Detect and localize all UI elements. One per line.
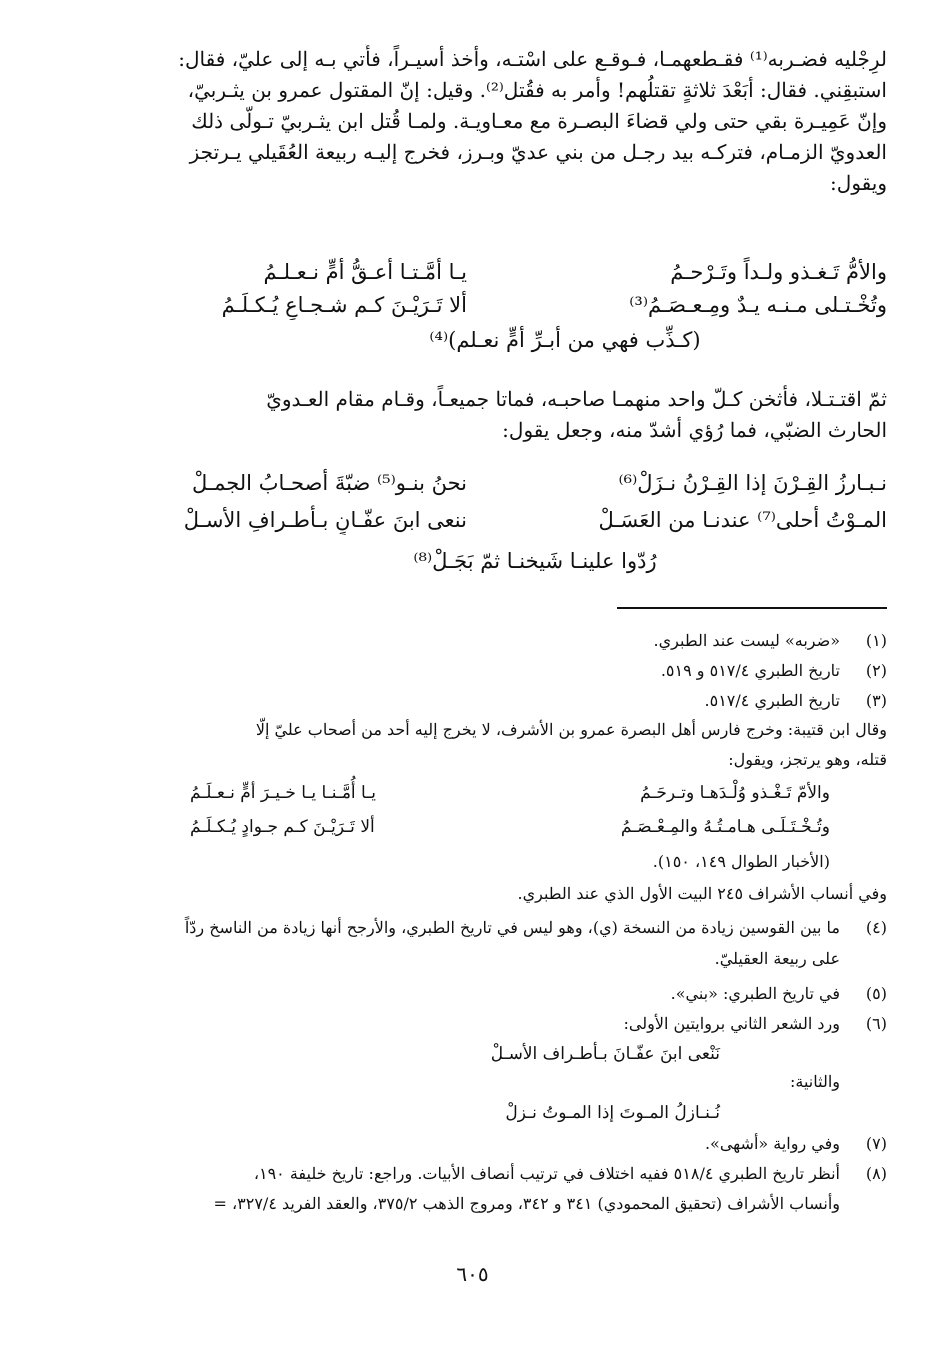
text-line: لرِجْليه فضـربه⁽¹⁾ فقـطعهمـا، فـوقـع على اسْتـه، وأخذ أسيـراً، فأُتي بـه إلى عليّ، فقال: — [178, 47, 887, 71]
footnote-text: على ربيعة العقيليّ. — [714, 949, 840, 968]
footnote-verse: نَنْعى ابنَ عفّـانَ بـأطـراف الأسـلْ — [490, 1044, 720, 1064]
text-line: ثمّ اقتـتـلا، فأثخن كـلّ واحد منهمـا صاحبـه، فماتا جميعـاً، وقـام مقام العـدويّ — [266, 387, 887, 411]
footnote-text: والثانية: — [790, 1072, 840, 1091]
text-line: استبقِني. فقال: أبَعْدَ ثلاثةٍ تقتلُهم! وأمر به فقُتل⁽²⁾. وقيل: إنّ المقتول عمرو بن يثـربيّ، — [187, 78, 887, 102]
footnote-text: أنظر تاريخ الطبري ٥١٨/٤ ففيه اختلاف في ترتيب أنصاف الأبيات. وراجع: تاريخ خليفة ١٩٠، — [253, 1164, 840, 1183]
footnote — [0, 659, 945, 683]
verse-hemistich-left: والأمّ تَـغْـذو وُلْـدَهـا وتـرحَـمُ — [640, 783, 830, 803]
footnote-verse-line — [190, 780, 830, 806]
verse-hemistich-left: والأمُّ تَـغـذو ولـداً وتَـرْحـمُ — [670, 260, 887, 284]
footnote — [0, 1162, 945, 1186]
footnote-text: «ضربه» ليست عند الطبري. — [653, 631, 840, 650]
footnote — [0, 1012, 945, 1036]
footnote-text: وفي أنساب الأشراف ٢٤٥ البيت الأول الذي عند الطبري. — [517, 884, 887, 903]
footnote-text: ما بين القوسين زيادة من النسخة (ي)، وهو ليس في تاريخ الطبري، والأرجح أنها زيادة من الناسخ ردّاً — [184, 918, 840, 937]
footnote-continuation — [0, 1070, 945, 1094]
footnote — [0, 982, 945, 1006]
footnote-text: قتله، وهو يرتجز، ويقول: — [728, 750, 887, 769]
verse-hemistich-right: يـا أُمَّـنـا يـا خـيـرَ أمٍّ نـعـلَـمُ — [190, 783, 376, 803]
footnote-number: (٨) — [865, 1164, 887, 1183]
footnote-text: (الأخبار الطوال ١٤٩، ١٥٠). — [652, 852, 830, 871]
verse-hemistich-right: يـا أمَّـتـا أعـقُّ أمٍّ نـعـلـمُ — [263, 260, 467, 284]
verse-hemistich-right: ألا تَـرَيْـنَ كـم جـوادٍ يُـكـلَـمُ — [190, 817, 375, 837]
footnote-continuation — [0, 748, 945, 772]
footnote-text: وأنساب الأشراف (تحقيق المحمودي) ٣٤١ و ٣٤٢، ومروج الذهب ٣٧٥/٢، والعقد الفريد ٣٢٧/٤، = — [213, 1194, 840, 1213]
footnote-verse-line — [190, 814, 830, 840]
verse-hemistich-right: ألا تَـرَيْـنَ كـم شـجـاعٍ يُـكـلَـمُ — [221, 293, 467, 317]
footnote-continuation — [0, 947, 945, 971]
verse-line — [97, 468, 887, 498]
footnote-number: (٥) — [865, 984, 887, 1003]
verse-line — [97, 257, 887, 287]
footnote — [0, 916, 945, 940]
footnote — [0, 1132, 945, 1156]
text-line: العدويّ الزمـام، فتركـه بيد رجـل من بني عديّ وبـرز، فخرج إليـه ربيعة العُقَيلي يـرتجز — [189, 140, 887, 164]
footnote-number: (٣) — [865, 691, 887, 710]
footnote-text: وفي رواية «أشهى». — [704, 1134, 840, 1153]
verse-hemistich-left: نـبـارزُ القِـرْنَ إذا القِـرْنُ نـزَلْ⁽⁶⁾ — [618, 471, 887, 495]
footnote-number: (٢) — [865, 661, 887, 680]
footnote-text: وقال ابن قتيبة: وخرج فارس أهل البصرة عمرو بن الأشرف، لا يخرج إليه أحد من أصحاب عليّ إلّا — [255, 720, 887, 739]
verse-hemistich-right: ننعى ابنَ عفّـانٍ بـأطـرافِ الأسـلْ — [183, 508, 467, 532]
verse-line — [97, 290, 887, 320]
footnote-text: ورد الشعر الثاني بروايتين الأولى: — [623, 1014, 840, 1033]
text-line: ويقول: — [830, 171, 887, 195]
footnote-verse-single — [0, 1042, 945, 1068]
page-number: ٦٠٥ — [456, 1262, 489, 1286]
paragraph-1 — [57, 44, 887, 199]
verse-hemistich-right: نحنُ بنـو⁽⁵⁾ ضبّةَ أصحـابُ الجمـلْ — [192, 471, 467, 495]
footnote-continuation — [0, 1192, 945, 1216]
footnote-text: تاريخ الطبري ٥١٧/٤ و ٥١٩. — [660, 661, 840, 680]
footnote-verse: نُـنـازلُ المـوتَ إذا المـوتُ نـزلْ — [505, 1103, 720, 1123]
footnote-number: (٦) — [865, 1014, 887, 1033]
paragraph-2 — [57, 384, 887, 446]
verse-line — [97, 505, 887, 535]
footnote — [0, 689, 945, 713]
verse-hemistich-left: المـوْتُ أحلى⁽⁷⁾ عندنـا من العَسَـلْ — [598, 508, 887, 532]
verse-hemistich-left: وتُخْـتـلى مـنـه يـدٌ ومِـعـصَـمُ⁽³⁾ — [629, 293, 887, 317]
footnote-number: (٤) — [865, 918, 887, 937]
footnote-divider — [617, 607, 887, 609]
footnote-continuation — [0, 718, 945, 742]
footnote-continuation — [0, 882, 945, 906]
footnote-text: في تاريخ الطبري: «بني». — [670, 984, 840, 1003]
footnote-number: (٧) — [865, 1134, 887, 1153]
text-line: الحارث الضبّي، فما رُؤي أشدّ منه، وجعل يقول: — [502, 418, 887, 442]
footnote-text: تاريخ الطبري ٥١٧/٤. — [704, 691, 840, 710]
footnote-continuation — [0, 850, 945, 874]
footnote — [0, 629, 945, 653]
verse-single: رُدّوا علينـا شَيخنـا ثمّ بَجَـلْ⁽⁸⁾ — [413, 549, 657, 573]
verse-single: (كـذِّب فهي من أبـرِّ أمٍّ نعـلم)⁽⁴⁾ — [429, 328, 701, 352]
verse-hemistich-left: وتُـخْـتَـلَـى هـامـتُـهُ والمِـعْـصَـمُ — [620, 817, 830, 837]
footnote-verse-single — [0, 1101, 945, 1127]
footnote-number: (١) — [865, 631, 887, 650]
text-line: وإنّ عَمِيـرة بقي حتى ولي قضاءَ البصـرة مع معـاويـة. ولمـا قُتل ابن يثـربيّ تـولّى ذلك — [191, 109, 887, 133]
